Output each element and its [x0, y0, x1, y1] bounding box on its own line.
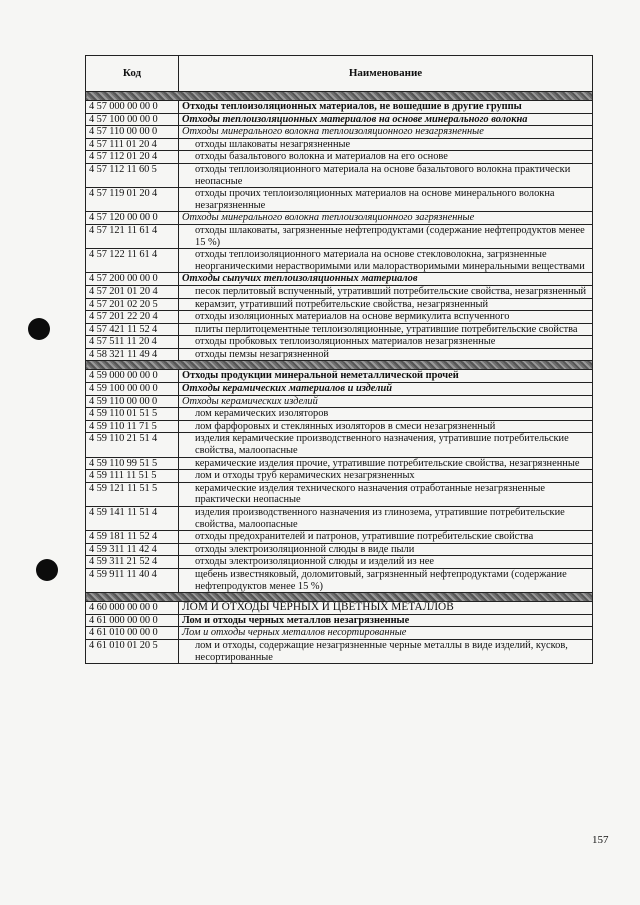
table-row — [86, 457, 593, 470]
waste-name: плиты перлитоцементные теплоизоляционные, утратившие потребительские свойства — [179, 323, 593, 336]
table-row — [86, 370, 593, 383]
waste-code: 4 59 311 11 42 4 — [86, 543, 179, 556]
waste-code: 4 61 010 00 00 0 — [86, 627, 179, 640]
waste-code: 4 59 000 00 00 0 — [86, 370, 179, 383]
section-separator — [86, 92, 593, 101]
name-column-header: Наименование — [179, 56, 593, 92]
table-row — [86, 383, 593, 396]
waste-name: отходы теплоизоляционного материала на основе базальтового волокна практически неопасные — [179, 163, 593, 187]
table-row — [86, 568, 593, 592]
waste-name: щебень известняковый, доломитовый, загрязненный нефтепродуктами (содержание нефтепродуктов менее 15 %) — [179, 568, 593, 592]
waste-name: керамзит, утративший потребительские свойства, незагрязненный — [179, 298, 593, 311]
waste-name: Отходы сыпучих теплоизоляционных материалов — [179, 273, 593, 286]
waste-name: лом фарфоровых и стеклянных изоляторов в смеси незагрязненный — [179, 420, 593, 433]
table-row — [86, 470, 593, 483]
waste-name: изделия производственного назначения из глинозема, утратившие потребительские свойства, малоопасные — [179, 507, 593, 531]
waste-name: отходы электроизоляционной слюды в виде пыли — [179, 543, 593, 556]
waste-code: 4 57 201 22 20 4 — [86, 311, 179, 324]
table-row — [86, 151, 593, 164]
waste-code: 4 57 112 01 20 4 — [86, 151, 179, 164]
waste-name: керамические изделия технического назначения отработанные незагрязненные практически неопасные — [179, 482, 593, 506]
waste-code: 4 61 000 00 00 0 — [86, 614, 179, 627]
waste-name: отходы пемзы незагрязненной — [179, 348, 593, 361]
waste-code: 4 57 110 00 00 0 — [86, 126, 179, 139]
waste-code: 4 57 100 00 00 0 — [86, 113, 179, 126]
code-column-header: Код — [86, 56, 179, 92]
table-row — [86, 531, 593, 544]
table-row — [86, 602, 593, 615]
waste-name: Отходы теплоизоляционных материалов, не вошедшие в другие группы — [179, 101, 593, 114]
waste-name: отходы прочих теплоизоляционных материалов на основе минерального волокна незагрязненные — [179, 188, 593, 212]
waste-name: лом и отходы труб керамических незагрязненных — [179, 470, 593, 483]
waste-code: 4 59 121 11 51 5 — [86, 482, 179, 506]
waste-classification-table — [85, 55, 593, 664]
waste-code: 4 59 100 00 00 0 — [86, 383, 179, 396]
waste-name: лом керамических изоляторов — [179, 408, 593, 421]
waste-name: керамические изделия прочие, утратившие потребительские свойства, незагрязненные — [179, 457, 593, 470]
waste-name: Лом и отходы черных металлов незагрязненные — [179, 614, 593, 627]
waste-code: 4 60 000 00 00 0 — [86, 602, 179, 615]
waste-code: 4 58 321 11 49 4 — [86, 348, 179, 361]
waste-code: 4 59 110 21 51 4 — [86, 433, 179, 457]
waste-name: Отходы теплоизоляционных материалов на основе минерального волокна — [179, 113, 593, 126]
waste-name: изделия керамические производственного назначения, утратившие потребительские свойства, малоопасные — [179, 433, 593, 457]
waste-name: отходы теплоизоляционного материала на основе стекловолокна, загрязненные неорганическими нерастворимыми или малорастворимыми минеральными веществами — [179, 249, 593, 273]
waste-name: Отходы минерального волокна теплоизоляционного незагрязненные — [179, 126, 593, 139]
table-body — [86, 92, 593, 664]
table-row — [86, 113, 593, 126]
table-row — [86, 395, 593, 408]
waste-code: 4 57 200 00 00 0 — [86, 273, 179, 286]
waste-name: Отходы минерального волокна теплоизоляционного загрязненные — [179, 212, 593, 225]
waste-code: 4 57 511 11 20 4 — [86, 336, 179, 349]
waste-name: отходы изоляционных материалов на основе вермикулита вспученного — [179, 311, 593, 324]
waste-name: песок перлитовый вспученный, утративший потребительские свойства, незагрязненный — [179, 285, 593, 298]
table-row — [86, 224, 593, 248]
table-row — [86, 311, 593, 324]
waste-code: 4 57 120 00 00 0 — [86, 212, 179, 225]
waste-code: 4 59 141 11 51 4 — [86, 507, 179, 531]
waste-code: 4 57 421 11 52 4 — [86, 323, 179, 336]
waste-code: 4 57 119 01 20 4 — [86, 188, 179, 212]
waste-code: 4 57 111 01 20 4 — [86, 138, 179, 151]
table-row — [86, 101, 593, 114]
waste-code: 4 57 122 11 61 4 — [86, 249, 179, 273]
waste-name: Отходы керамических изделий — [179, 395, 593, 408]
waste-name: Отходы продукции минеральной неметаллической прочей — [179, 370, 593, 383]
waste-name: отходы электроизоляционной слюды и изделий из нее — [179, 556, 593, 569]
page-number: 157 — [592, 834, 609, 846]
table-row — [86, 323, 593, 336]
waste-code: 4 59 110 99 51 5 — [86, 457, 179, 470]
table-row — [86, 408, 593, 421]
waste-code: 4 57 201 01 20 4 — [86, 285, 179, 298]
table-row — [86, 627, 593, 640]
table-row — [86, 507, 593, 531]
table-row — [86, 188, 593, 212]
waste-name: отходы предохранителей и патронов, утратившие потребительские свойства — [179, 531, 593, 544]
table-row — [86, 273, 593, 286]
punch-hole — [36, 559, 58, 581]
waste-code: 4 57 201 02 20 5 — [86, 298, 179, 311]
table-row — [86, 298, 593, 311]
waste-code: 4 57 112 11 60 5 — [86, 163, 179, 187]
table-row — [86, 249, 593, 273]
table-row — [86, 126, 593, 139]
waste-name: лом и отходы, содержащие незагрязненные черные металлы в виде изделий, кусков, несортированные — [179, 639, 593, 663]
waste-code: 4 59 181 11 52 4 — [86, 531, 179, 544]
table-row — [86, 420, 593, 433]
waste-name: Отходы керамических материалов и изделий — [179, 383, 593, 396]
waste-code: 4 61 010 01 20 5 — [86, 639, 179, 663]
table-row — [86, 482, 593, 506]
table-row — [86, 336, 593, 349]
table-row — [86, 212, 593, 225]
table-row — [86, 285, 593, 298]
waste-code: 4 59 111 11 51 5 — [86, 470, 179, 483]
waste-name: Лом и отходы черных металлов несортированные — [179, 627, 593, 640]
punch-hole — [28, 318, 50, 340]
waste-name: отходы пробковых теплоизоляционных материалов незагрязненные — [179, 336, 593, 349]
table-row — [86, 163, 593, 187]
waste-code: 4 59 311 21 52 4 — [86, 556, 179, 569]
table-row — [86, 639, 593, 663]
waste-code: 4 59 110 11 71 5 — [86, 420, 179, 433]
waste-code: 4 59 110 00 00 0 — [86, 395, 179, 408]
table-row — [86, 138, 593, 151]
table-row — [86, 543, 593, 556]
waste-name: отходы базальтового волокна и материалов на его основе — [179, 151, 593, 164]
table-row — [86, 614, 593, 627]
table-header-row — [86, 56, 593, 92]
waste-name: ЛОМ И ОТХОДЫ ЧЕРНЫХ И ЦВЕТНЫХ МЕТАЛЛОВ — [179, 602, 593, 615]
waste-name: отходы шлаковаты, загрязненные нефтепродуктами (содержание нефтепродуктов менее 15 %) — [179, 224, 593, 248]
waste-name: отходы шлаковаты незагрязненные — [179, 138, 593, 151]
table-row — [86, 348, 593, 361]
waste-code: 4 57 121 11 61 4 — [86, 224, 179, 248]
waste-code: 4 59 110 01 51 5 — [86, 408, 179, 421]
waste-code: 4 59 911 11 40 4 — [86, 568, 179, 592]
section-separator-row — [86, 361, 593, 370]
table-row — [86, 556, 593, 569]
section-separator-row — [86, 92, 593, 101]
waste-code: 4 57 000 00 00 0 — [86, 101, 179, 114]
table-row — [86, 433, 593, 457]
section-separator — [86, 361, 593, 370]
